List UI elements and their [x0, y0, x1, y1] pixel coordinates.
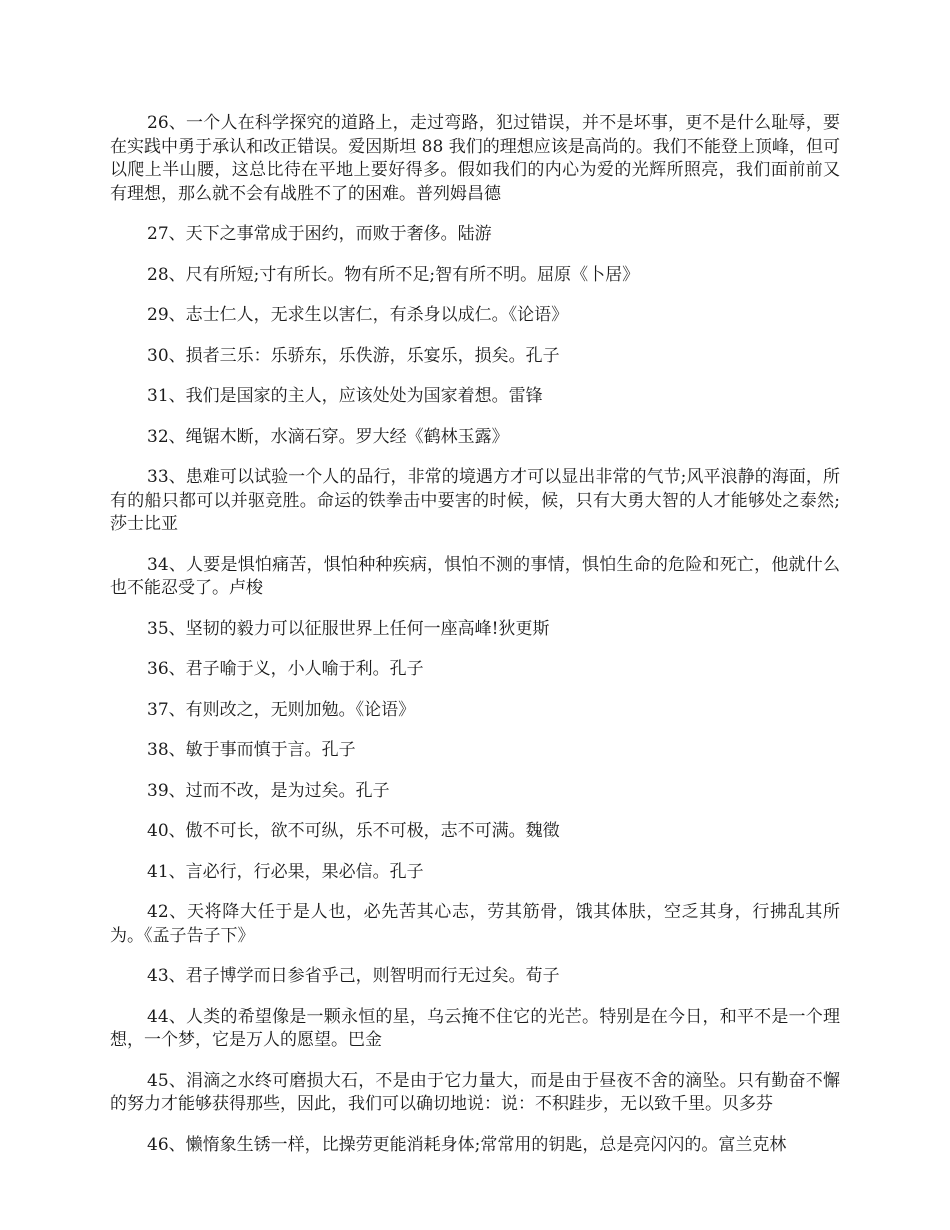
quote-paragraph-36: 36、君子喻于义，小人喻于利。孔子 — [147, 659, 424, 679]
quote-paragraph-28: 28、尺有所短;寸有所长。物有所不足;智有所不明。屈原《卜居》 — [147, 264, 640, 285]
quote-paragraph-32: 32、绳锯木断，水滴石穿。罗大经《鹤林玉露》 — [147, 426, 509, 447]
quote-paragraph-33: 33、患难可以试验一个人的品行，非常的境遇方才可以显出非常的气节;风平浪静的海面，所有的船只都可以并驱竞胜。命运的铁拳击中要害的时候，候，只有大勇大智的人才能够处之泰然;莎士比亚 — [110, 467, 840, 534]
quote-paragraph-40: 40、傲不可长，欲不可纵，乐不可极，志不可满。魏徵 — [147, 821, 560, 841]
quote-paragraph-35: 35、坚韧的毅力可以征服世界上任何一座高峰!狄更斯 — [147, 618, 550, 639]
quote-paragraph-38: 38、敏于事而慎于言。孔子 — [147, 740, 356, 760]
quote-paragraph-43: 43、君子博学而日参省乎己，则智明而行无过矣。荀子 — [147, 966, 560, 986]
quote-paragraph-37: 37、有则改之，无则加勉。《论语》 — [147, 699, 416, 720]
quote-paragraph-27: 27、天下之事常成于困约，而败于奢侈。陆游 — [147, 224, 492, 244]
quote-paragraph-39: 39、过而不改，是为过矣。孔子 — [147, 780, 390, 801]
document-body — [110, 112, 840, 1174]
quote-paragraph-29: 29、志士仁人，无求生以害仁，有杀身以成仁。《论语》 — [147, 305, 569, 325]
quote-paragraph-26: 26、一个人在科学探究的道路上，走过弯路，犯过错误，并不是坏事，更不是什么耻辱，要在实践中勇于承认和改正错误。爱因斯坦 88 我们的理想应该是高尚的。我们不能登上顶峰，但可以爬上半山腰，这总比待在平地上要好得多。假如我们的内心为爱的光辉所照亮，我们面前前又有理想，那么就不会有战胜不了的困难。普列姆昌德 — [110, 113, 840, 204]
quote-paragraph-46: 46、懒惰象生锈一样，比操劳更能消耗身体;常常用的钥匙，总是亮闪闪的。富兰克林 — [147, 1134, 787, 1155]
quote-paragraph-45: 45、涓滴之水终可磨损大石，不是由于它力量大，而是由于昼夜不舍的滴坠。只有勤奋不懈的努力才能够获得那些，因此，我们可以确切地说：说：不积跬步，无以致千里。贝多芬 — [110, 1070, 840, 1114]
quote-paragraph-41: 41、言必行，行必果，果必信。孔子 — [147, 861, 424, 882]
quote-paragraph-34: 34、人要是惧怕痛苦，惧怕种种疾病，惧怕不测的事情，惧怕生命的危险和死亡，他就什么也不能忍受了。卢梭 — [110, 554, 840, 598]
quote-paragraph-44: 44、人类的希望像是一颗永恒的星，乌云掩不住它的光芒。特别是在今日，和平不是一个理想，一个梦，它是万人的愿望。巴金 — [110, 1006, 840, 1050]
quote-paragraph-30: 30、损者三乐：乐骄东，乐佚游，乐宴乐，损矣。孔子 — [147, 345, 560, 366]
quote-paragraph-31: 31、我们是国家的主人，应该处处为国家着想。雷锋 — [147, 386, 543, 406]
quote-paragraph-42: 42、天将降大任于是人也，必先苦其心志，劳其筋骨，饿其体肤，空乏其身，行拂乱其所为。《孟子告子下》 — [110, 902, 840, 946]
